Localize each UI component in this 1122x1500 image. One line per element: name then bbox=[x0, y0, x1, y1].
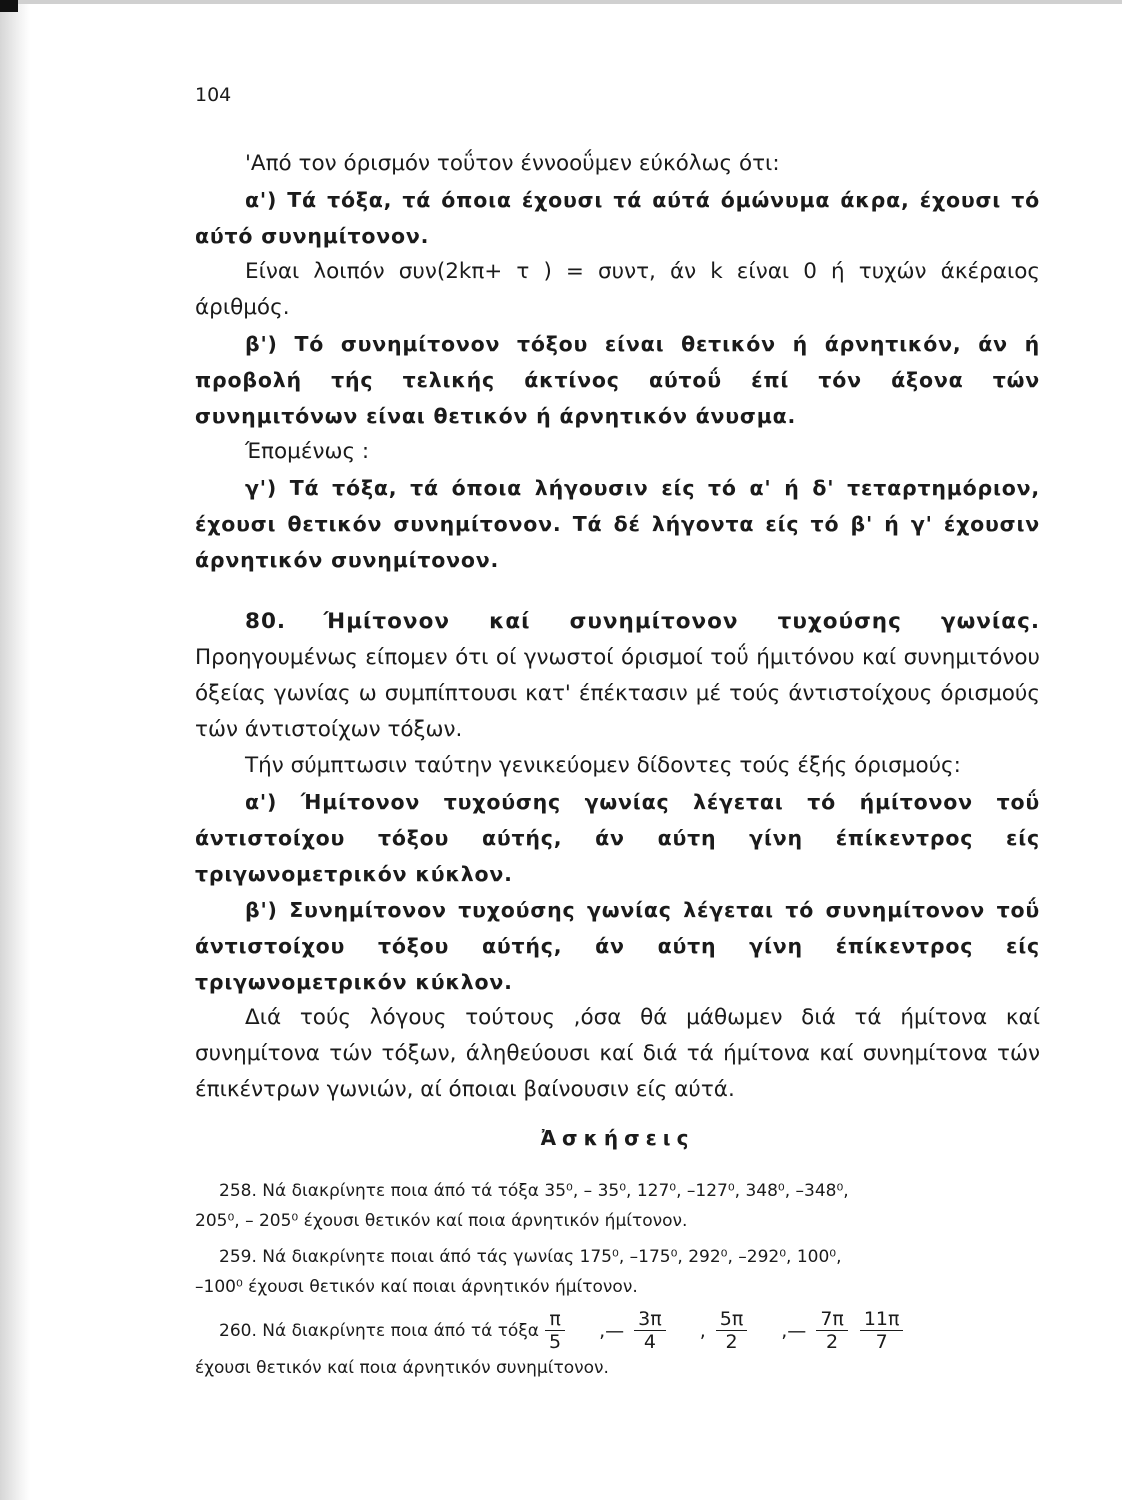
section-heading: Ήμίτονον καί συνημίτονον τυχούσης γωνίας. bbox=[323, 609, 1040, 634]
page-content bbox=[195, 84, 1040, 1389]
fraction-denominator: 4 bbox=[643, 1331, 656, 1353]
fraction-separator: , bbox=[699, 1319, 706, 1342]
page-binding-edge bbox=[0, 0, 30, 1500]
fraction-numerator: π bbox=[545, 1308, 564, 1331]
section-text: Προηγουμένως είπομεν ότι οί γνωστοί όρισμοί τοΰ ήμιτόνου καί συνημιτόνου όξείας γωνίας ω συμπίπτουσι κατ' έπέκτασιν μέ τούς άντιστοίχους όρισμούς τών άντιστοίχων τόξων. bbox=[195, 645, 1040, 742]
intro-line: 'Από τον όρισμόν τοΰτον έννοοΰμεν εύκόλως ότι: bbox=[245, 151, 780, 176]
exercise-line: –100⁰ έχουσι θετικόν καί ποιαι άρνητικόν ήμίτονον. bbox=[195, 1277, 638, 1297]
fraction-numerator: 5π bbox=[716, 1308, 748, 1331]
fraction bbox=[716, 1308, 748, 1353]
fraction-denominator: 7 bbox=[875, 1331, 888, 1353]
consequently-line: Έπομένως : bbox=[245, 439, 370, 464]
property-gamma: γ') Τά τόξα, τά όποια λήγουσιν είς τό α' ή δ' τεταρτημόριον, έχουσι θετικόν συνημίτονον. Τά δέ λήγοντα είς τό β' ή γ' έχουσιν άρνητικόν συνημίτονον. bbox=[195, 476, 1040, 572]
fraction-separator: ,— bbox=[781, 1319, 807, 1342]
scan-corner-mark bbox=[0, 0, 18, 12]
exercise-258 bbox=[195, 1176, 1040, 1236]
fraction bbox=[860, 1308, 904, 1353]
fraction-numerator: 3π bbox=[634, 1308, 666, 1331]
definition-alpha: α') Ήμίτονον τυχούσης γωνίας λέγεται τό ήμίτονον τοΰ άντιστοίχου τόξου αύτής, άν αύτη γίνη έπίκεντρος είς τριγωνομετρικόν κύκλον. bbox=[195, 790, 1040, 886]
exercises-title: Ἀσκήσεις bbox=[540, 1126, 695, 1150]
page-number: 104 bbox=[195, 84, 232, 106]
fraction-numerator: 11π bbox=[860, 1308, 904, 1331]
section-number: 80. bbox=[245, 609, 287, 634]
property-alpha: α') Τά τόξα, τά όποια έχουσι τά αύτά όμώνυμα άκρα, έχουσι τό αύτό συνημίτονον. bbox=[195, 188, 1040, 248]
fraction-denominator: 5 bbox=[549, 1331, 562, 1353]
fraction-denominator: 2 bbox=[725, 1331, 738, 1353]
exercise-260 bbox=[195, 1308, 1040, 1383]
closing-paragraph: Διά τούς λόγους τούτους ,όσα θά μάθωμεν διά τά ήμίτονα καί συνημίτονα τών τόξων, άληθεύουσι καί διά τά ήμίτονα καί συνημίτονα τών έπικέντρων γωνιών, αί όποιαι βαίνουσιν είς αύτά. bbox=[195, 1005, 1040, 1102]
exercise-line: 258. Νά διακρίνητε ποια άπό τά τόξα 35⁰, – 35⁰, 127⁰, –127⁰, 348⁰, –348⁰, bbox=[219, 1181, 849, 1201]
page-top-edge bbox=[0, 0, 1122, 4]
exercise-259 bbox=[195, 1242, 1040, 1302]
formula-paragraph: Είναι λοιπόν συν(2kπ+ τ ) = συντ, άν k είναι 0 ή τυχών άκέραιος άριθμός. bbox=[195, 259, 1040, 320]
fraction bbox=[634, 1308, 666, 1353]
section-80 bbox=[195, 604, 1040, 748]
definition-beta: β') Συνημίτονον τυχούσης γωνίας λέγεται τό συνημίτονον τοΰ άντιστοίχου τόξου αύτής, άν αύτη γίνη έπίκεντρος είς τριγωνομετρικόν κύκλον. bbox=[195, 898, 1040, 994]
fraction-separator: ,— bbox=[599, 1319, 625, 1342]
fraction bbox=[816, 1308, 848, 1353]
fraction-denominator: 2 bbox=[826, 1331, 839, 1353]
exercise-line: 205⁰, – 205⁰ έχουσι θετικόν καί ποια άρνητικόν ήμίτονον. bbox=[195, 1211, 688, 1231]
generalize-paragraph: Τήν σύμπτωσιν ταύτην γενικεύομεν δίδοντες τούς έξής όρισμούς: bbox=[245, 753, 961, 778]
exercise-260-prefix: 260. Νά διακρίνητε ποια άπό τά τόξα bbox=[219, 1320, 540, 1341]
fraction bbox=[545, 1308, 565, 1353]
fraction-numerator: 7π bbox=[816, 1308, 848, 1331]
exercise-line: έχουσι θετικόν καί ποια άρνητικόν συνημίτονον. bbox=[195, 1358, 609, 1378]
property-beta: β') Τό συνημίτονον τόξου είναι θετικόν ή άρνητικόν, άν ή προβολή τής τελικής άκτίνος αύτοΰ έπί τόν άξονα τών συνημιτόνων είναι θετικόν ή άρνητικόν άνυσμα. bbox=[195, 332, 1040, 428]
exercise-260-line bbox=[195, 1308, 1040, 1353]
exercise-line: 259. Νά διακρίνητε ποιαι άπό τάς γωνίας 175⁰, –175⁰, 292⁰, –292⁰, 100⁰, bbox=[219, 1247, 842, 1267]
